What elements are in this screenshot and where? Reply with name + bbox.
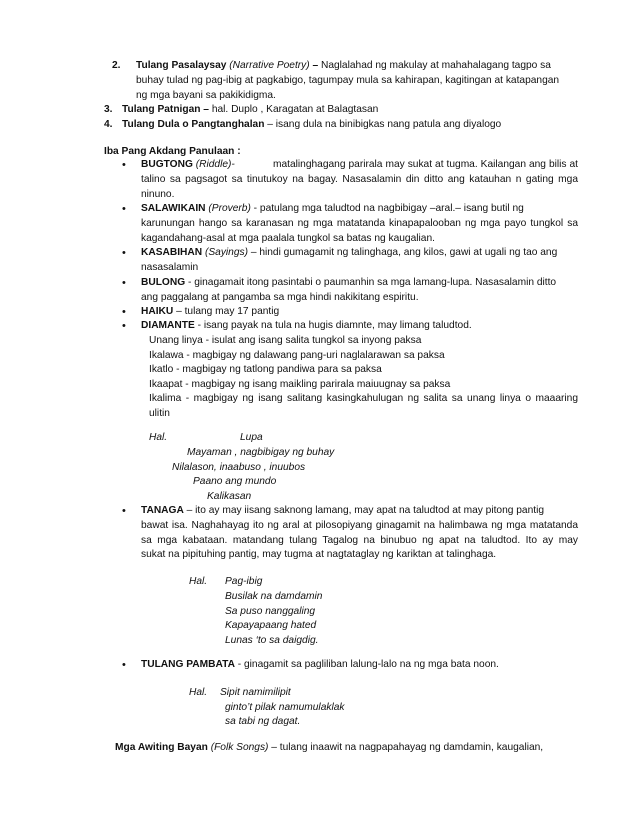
bulong-line-1 [141, 277, 556, 289]
bullet: • [122, 659, 126, 671]
diamante-rule: Ikatlo - magbigay ng tatlong pandiwa para sa paksa [149, 364, 382, 375]
item-3-line [122, 104, 378, 116]
diamante-rule: Ikaapat - magbigay ng isang maikling parirala maiuugnay sa paksa [149, 379, 451, 390]
bugtong-line-3: ninuno. [141, 189, 175, 200]
tanaga-line-2: bawat isa. Naghahayag ito ng aral at pilosopiyang ginagamit na halimbawa ng mga matatanda [141, 520, 578, 531]
item-english: (Narrative Poetry) [229, 60, 310, 71]
tanaga-example-line: Sa puso nanggaling [225, 606, 316, 617]
diamante-rule: ulitin [149, 408, 170, 419]
term-english: (Riddle)- [195, 159, 235, 170]
tanaga-example-line: Kapayapaang hated [225, 620, 317, 631]
example-label: Hal. [189, 576, 208, 587]
term-text: – ito ay may iisang saknong lamang, may apat na taludtod at may pitong pantig [183, 505, 545, 516]
bullet: • [122, 277, 126, 289]
pambata-example-line: sa tabi ng dagat. [225, 716, 301, 727]
term-text: - ginagamait itong pasintabi o paumanhin sa mga lamang-lupa. Nasasalamin ditto [185, 277, 557, 288]
item-2-line-1 [136, 60, 551, 72]
term-english: (Proverb) [208, 203, 251, 214]
term-title: DIAMANTE [141, 320, 195, 331]
term-title: TANAGA [141, 505, 184, 516]
term-title: BULONG [141, 277, 186, 288]
item-text: Naglalahad ng makulay at mahahalagang tagpo sa [320, 60, 551, 71]
bullet: • [122, 320, 126, 332]
tanaga-line-3: sa mga kabataan. matandang tulang Tagalog na binubuo ng apat na taludtod. Ito ay may [141, 535, 578, 546]
bugtong-line-2: talino sa pagsagot sa tinutukoy na bagay. Nasasalamin din ditto ang katauhan n gating mga [141, 174, 578, 185]
item-number: 4. [104, 119, 113, 130]
example-label: Hal. [189, 687, 208, 698]
awiting-bayan-line [115, 742, 543, 754]
tanaga-line-1 [141, 505, 544, 517]
item-title: Tulang Patnigan – [122, 104, 209, 115]
term-title: Mga Awiting Bayan [115, 742, 208, 753]
separator: – [309, 60, 321, 71]
item-2-line-3: ng mga bayani sa pakikidigma. [136, 90, 276, 101]
item-text: – isang dula na binibigkas nang patula ang diyalogo [264, 119, 502, 130]
salawikain-line-1 [141, 203, 524, 215]
diamante-example-line: Mayaman , nagbibigay ng buhay [187, 447, 335, 458]
diamante-example-line: Kalikasan [207, 491, 252, 502]
tanaga-example-line: Pag-ibig [225, 576, 263, 587]
diamante-line [141, 320, 472, 332]
diamante-rule: Ikalawa - magbigay ng dalawang pang-uri naglalarawan sa paksa [149, 350, 445, 361]
bugtong-line-1-text: matalinghagang parirala may sukat at tugma. Kailangan ang bilis at [273, 159, 578, 170]
term-text: - isang payak na tula na hugis diamnte, may limang taludtod. [194, 320, 472, 331]
pambata-example-line: Sipit namimilipit [220, 687, 291, 698]
bulong-line-2: ang paggalang at pangamba sa mga hindi nakikitang espiritu. [141, 292, 419, 303]
item-4-line [122, 119, 501, 131]
term-text: - ginagamit sa pagliliban lalung-lalo na ng mga bata noon. [234, 659, 499, 670]
diamante-example-line: Nilalason, inaabuso , inuubos [172, 462, 306, 473]
example-label: Hal. [149, 432, 168, 443]
tanaga-example-line: Busilak na damdamin [225, 591, 323, 602]
tanaga-example-line: Lunas ‘to sa daigdig. [225, 635, 319, 646]
bullet: • [122, 247, 126, 259]
bullet: • [122, 306, 126, 318]
salawikain-line-3: kagandahang-asal at mga paalala tungkol sa batas ng kaugalian. [141, 233, 435, 244]
pambata-example-line: ginto’t pilak namumulaklak [225, 702, 345, 713]
term-title: BUGTONG [141, 159, 193, 170]
term-text: – tulang may 17 pantig [173, 306, 280, 317]
tanaga-line-4: sukat na pipituhing pantig, may tugma at nagtataglay ng kariktan at talinghaga. [141, 549, 497, 560]
bullet: • [122, 203, 126, 215]
item-2-line-2: buhay tulad ng pag-ibig at pagkabigo, tagumpay mula sa kahirapan, kagitingan at katapangan [136, 75, 560, 86]
kasabihan-line-1 [141, 247, 557, 259]
diamante-example-line: Paano ang mundo [193, 476, 277, 487]
item-number: 3. [104, 104, 113, 115]
kasabihan-line-2: nasasalamin [141, 262, 199, 273]
section-heading: Iba Pang Akdang Panulaan : [104, 146, 241, 157]
item-text: hal. Duplo , Karagatan at Balagtasan [208, 104, 379, 115]
salawikain-line-2: karunungan hango sa karanasan ng mga matatanda kinapapalooban ng mga payo tungkol sa [141, 218, 578, 229]
bullet: • [122, 159, 126, 171]
item-title: Tulang Dula o Pangtanghalan [122, 119, 265, 130]
item-title: Tulang Pasalaysay [136, 60, 227, 71]
term-text: - patulang mga taludtod na nagbibigay –aral.– isang butil ng [250, 203, 524, 214]
bugtong-line-1 [141, 159, 235, 171]
diamante-rule: Ikalima - magbigay ng isang salitang kasingkahulugan ng salita sa unang linya o maaaring [149, 393, 578, 404]
term-title: TULANG PAMBATA [141, 659, 235, 670]
term-text: – hindi gumagamit ng talinghaga, ang kilos, gawi at ugali ng tao ang [248, 247, 558, 258]
term-title: HAIKU [141, 306, 174, 317]
tulang-pambata-line [141, 659, 499, 671]
term-text: – tulang inaawit na nagpapahayag ng damdamin, kaugalian, [268, 742, 544, 753]
diamante-rule: Unang linya - isulat ang isang salita tungkol sa inyong paksa [149, 335, 422, 346]
term-english: (Folk Songs) [210, 742, 269, 753]
bullet: • [122, 505, 126, 517]
haiku-line [141, 306, 279, 318]
term-english: (Sayings) [204, 247, 248, 258]
diamante-example-line: Lupa [240, 432, 263, 443]
term-title: SALAWIKAIN [141, 203, 206, 214]
item-number: 2. [112, 60, 121, 71]
term-title: KASABIHAN [141, 247, 203, 258]
